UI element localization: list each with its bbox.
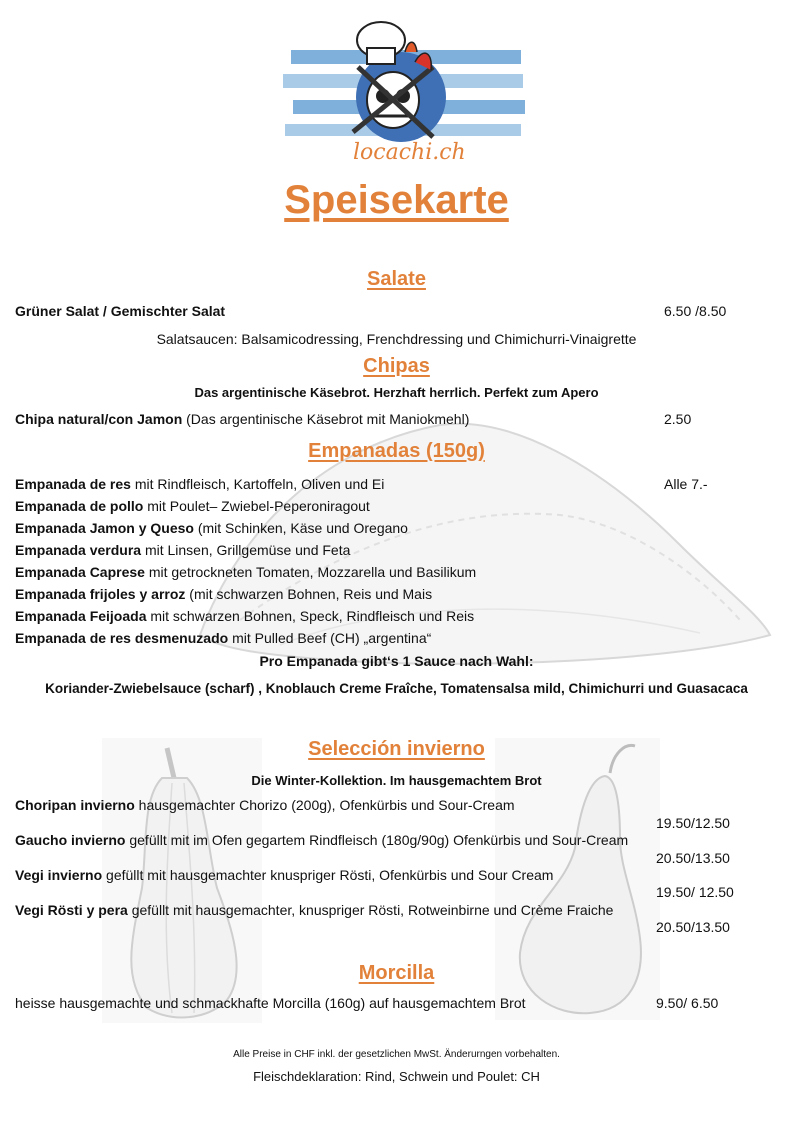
menu-item: Empanada verdura mit Linsen, Grillgemüse und Feta	[15, 542, 351, 558]
page-title: Speisekarte	[284, 178, 509, 222]
menu-item: Empanada frijoles y arroz (mit schwarzen Bohnen, Reis und Mais	[15, 586, 433, 602]
sauce-list: Koriander-Zwiebelsauce (scharf) , Knoblauch Creme Fraîche, Tomatensalsa mild, Chimichurri und Guasacaca	[45, 681, 748, 696]
empanadas-price: Alle 7.-	[664, 476, 708, 492]
item-price: 20.50/13.50	[656, 850, 730, 866]
sauce-note: Pro Empanada gibt‘s 1 Sauce nach Wahl:	[259, 653, 534, 669]
menu-item: heisse hausgemachte und schmackhafte Morcilla (160g) auf hausgemachtem Brot	[15, 995, 526, 1011]
logo-text: locachi.ch	[353, 140, 466, 165]
logo-graphic	[283, 12, 528, 152]
menu-item: Empanada Feijoada mit schwarzen Bohnen, Speck, Rindfleisch und Reis	[15, 608, 475, 624]
menu-item: Gaucho invierno gefüllt mit im Ofen gegartem Rindfleisch (180g/90g) Ofenkürbis und Sour-Cream	[15, 832, 629, 848]
item-price: 19.50/ 12.50	[656, 884, 734, 900]
meat-declaration: Fleischdeklaration: Rind, Schwein und Poulet: CH	[253, 1069, 540, 1084]
chipas-subtitle: Das argentinische Käsebrot. Herzhaft herrlich. Perfekt zum Apero	[194, 385, 599, 400]
item-price: 20.50/13.50	[656, 919, 730, 935]
menu-item: Empanada de res mit Rindfleisch, Kartoffeln, Oliven und Ei	[15, 476, 385, 492]
section-title-empanadas: Empanadas (150g)	[308, 440, 485, 462]
menu-item: Vegi Rösti y pera gefüllt mit hausgemachter, knuspriger Rösti, Rotweinbirne und Crème Fraiche	[15, 902, 614, 918]
menu-item: Vegi invierno gefüllt mit hausgemachter knuspriger Rösti, Ofenkürbis und Sour Cream	[15, 867, 554, 883]
item-price: 9.50/ 6.50	[656, 995, 719, 1011]
menu-item: Grüner Salat / Gemischter Salat	[15, 303, 226, 319]
salad-dressings-note: Salatsaucen: Balsamicodressing, Frenchdressing und Chimichurri-Vinaigrette	[156, 331, 637, 347]
menu-item: Choripan invierno hausgemachter Chorizo (200g), Ofenkürbis und Sour-Cream	[15, 797, 515, 813]
section-title-invierno: Selección invierno	[308, 738, 485, 760]
item-price: 19.50/12.50	[656, 815, 730, 831]
section-title-salate: Salate	[367, 268, 426, 290]
prices-note: Alle Preise in CHF inkl. der gesetzlichen MwSt. Änderurngen vorbehalten.	[233, 1049, 560, 1060]
section-title-morcilla: Morcilla	[358, 962, 435, 984]
logo	[283, 12, 528, 167]
invierno-subtitle: Die Winter-Kollektion. Im hausgemachtem Brot	[251, 773, 542, 788]
menu-item: Empanada Caprese mit getrockneten Tomaten, Mozzarella und Basilikum	[15, 564, 477, 580]
section-title-chipas: Chipas	[363, 355, 430, 377]
menu-item: Chipa natural/con Jamon (Das argentinische Käsebrot mit Maniokmehl)	[15, 411, 470, 427]
item-price: 2.50	[664, 411, 692, 427]
menu-item: Empanada Jamon y Queso (mit Schinken, Käse und Oregano	[15, 520, 408, 536]
menu-item: Empanada de pollo mit Poulet– Zwiebel-Peperoniragout	[15, 498, 370, 514]
menu-item: Empanada de res desmenuzado mit Pulled Beef (CH) „argentina“	[15, 630, 432, 646]
item-price: 6.50 /8.50	[664, 303, 727, 319]
